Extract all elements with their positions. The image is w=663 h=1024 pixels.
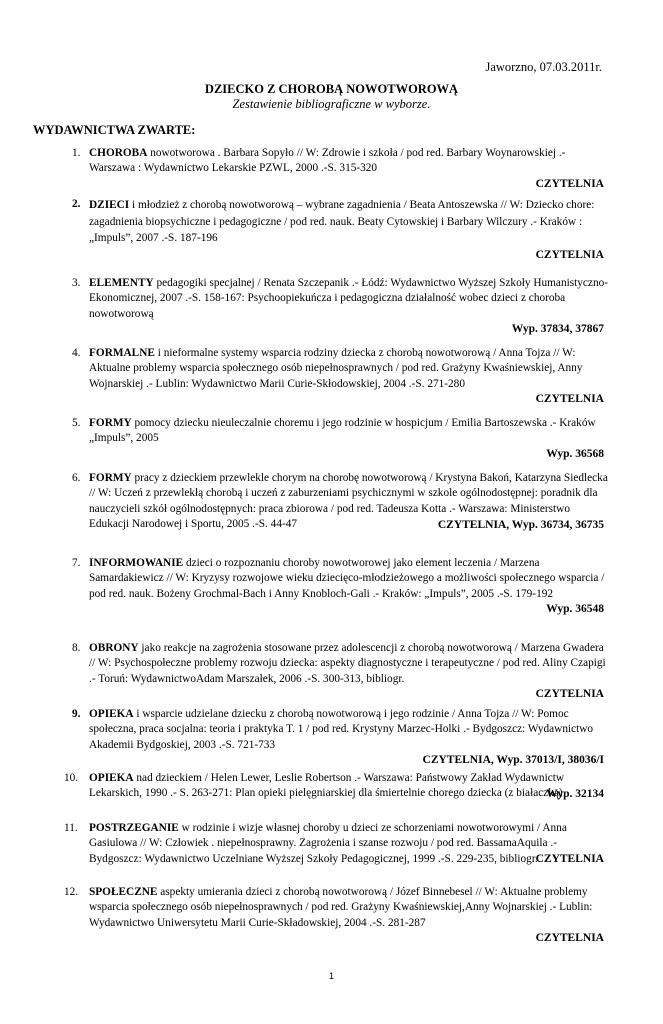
entry-text (89, 556, 609, 602)
page-number: 1 (328, 971, 334, 981)
bibliography-entry (0, 346, 663, 416)
entry-number: 5. (72, 417, 81, 429)
entry-body: i młodzież z chorobą nowotworową – wybrane zagadnienia / Beata Antoszewska // W: Dziecko chore: zagadnienia biopsychiczne i pedagogiczne / pod red. nauk. Beaty Cytowskiej i Barbary Wilczury .- Kraków : „Impuls”, 2007 .-S. 187-196 (89, 199, 595, 244)
bibliography-entry (0, 556, 663, 641)
bibliography-entry (0, 707, 663, 771)
entry-body: i nieformalne systemy wsparcia rodziny dziecka z chorobą nowotworową / Anna Tojza // W: Aktualne problemy wsparcia społecznego osób niepełnosprawnych / pod red. Grażyny Kwaśniewskiej, Anny Wojnarskiej .- Lublin: Wydawnictwo Marii Curie-Skłodowskiej, 2004 .-S. 271-280 (89, 347, 583, 390)
entry-number: 7. (72, 557, 81, 569)
entry-location: Wyp. 37834, 37867 (511, 323, 604, 336)
entry-number: 12. (64, 886, 79, 898)
entry-lead-word: FORMY (89, 472, 132, 484)
entry-lead-word: CHOROBA (89, 147, 148, 159)
entry-body: pracy z dzieckiem przewlekle chorym na chorobę nowotworową / Krystyna Bakoń, Katarzyna Siedlecka // W: Uczeń z przewlekłą chorobą i uczeń z zaburzeniami psychicznymi w szkole ogólnodostępnej: poradnik dla nauczycieli szkół ogólnodostępnych: praca zbiorowa / pod red. Tadeusza Kotta .- Warszawa: Ministerstwo Edukacji Narodowej i Sportu, 2005 .-S. 44-47 (89, 472, 608, 531)
entry-location: CZYTELNIA (535, 853, 604, 866)
entry-number: 6. (72, 472, 81, 484)
entry-number: 2. (72, 198, 81, 210)
entry-location: Wyp. 36568 (546, 447, 604, 460)
document-title: DZIECKO Z CHOROBĄ NOWOTWOROWĄ (204, 82, 459, 96)
document-subtitle: Zestawienie bibliograficzne w wyborze. (232, 97, 431, 111)
document-date: Jaworzno, 07.03.2011r. (485, 60, 602, 74)
entry-lead-word: OPIEKA (89, 708, 134, 720)
entry-text (89, 146, 609, 177)
entry-lead-word: ELEMENTY (89, 277, 154, 289)
entry-number: 4. (72, 347, 81, 359)
entry-lead-word: FORMY (89, 417, 132, 429)
bibliography-entry (0, 641, 663, 707)
entry-body: pedagogiki specjalnej / Renata Szczepanik .- Łódź: Wydawnictwo Wyższej Szkoły Humanistyczno-Ekonomicznej, 2007 .-S. 158-167: Psychoopiekuńcza i pedagogiczna działalność wobec dzieci z choroba nowotworową (89, 277, 609, 320)
entry-lead-word: FORMALNE (89, 347, 155, 359)
entry-body: w rodzinie i wizje własnej choroby u dzieci ze schorzeniami nowotworowymi / Anna Gasiulowa // W: Człowiek . niepełnosprawny. Zagrożenia i szanse rozwoju / pod red. BassamaAquila .- Bydgoszcz: Wydawnictwo Uczelniane Wyższej Szkoły Pedagogicznej, 1999 .-S. 229-235, bibliogr. (89, 822, 567, 865)
entry-lead-word: OPIEKA (89, 772, 134, 784)
bibliography-entry (0, 146, 663, 194)
entry-location: CZYTELNIA (535, 688, 604, 701)
entry-number: 1. (72, 147, 81, 159)
entry-number: 10. (64, 772, 79, 784)
entry-location: Wyp. 36548 (546, 603, 604, 616)
bibliography-entry (0, 471, 663, 556)
entry-location: CZYTELNIA, Wyp. 36734, 36735 (437, 518, 604, 531)
entry-body: i wsparcie udzielane dziecku z chorobą nowotworową i jego rodzinie / Anna Tojza // W: Pomoc społeczna, praca socjalna: teoria i praktyka T. 1 / pod red. Krystyny Marzec-Holki .- Bydgoszcz: Wydawnictwo Akademii Bydgoskiej, 2003 .-S. 721-733 (89, 708, 594, 751)
entry-body: jako reakcje na zagrożenia stosowane przez adolescencji z chorobą nowotworową / Marzena Gwadera // W: Psychospołeczne problemy rozwoju dziecka: aspekty diagnostyczne i terapeutyczne / pod red. Aliny Czapigi .- Toruń: WydawnictwoAdam Marszałek, 2006 .-S. 300-313, bibliogr. (89, 642, 606, 685)
bibliography-entry (0, 276, 663, 346)
entry-text (89, 346, 609, 392)
entry-lead-word: DZIECI (89, 199, 130, 211)
entry-body: aspekty umierania dzieci z chorobą nowotworową / Józef Binnebesel // W: Aktualne problemy wsparcia społecznego osób niepełnosprawnych / pod red. Grażyny Kwaśniewskiej,Anny Wojnarskiej .- Lublin: Wydawnictwo Uniwersytetu Marii Curie-Składowskiej, 2004 .-S. 281-287 (89, 886, 593, 929)
entry-text (89, 641, 609, 687)
entry-text (89, 197, 609, 247)
entry-body: dzieci o rozpoznaniu choroby nowotworowej jako element leczenia / Marzena Samardakiewicz // W: Kryzysy rozwojowe wieku dziecięco-młodzieżowego a możliwości społecznego wsparcia / pod red. nauk. Bożeny Grochmal-Bach i Anny Knobloch-Gali .- Kraków: „Impuls”, 2005 .-S. 179-192 (89, 557, 605, 600)
entry-location: Wyp. 32134 (546, 787, 604, 800)
entry-body: nad dzieckiem / Helen Lewer, Leslie Robertson .- Warszawa: Państwowy Zakład Wydawnictw Lekarskich, 1990 .- S. 263-271: Plan opieki pielęgniarskiej dla śmiertelnie chorego dziecka (z białaczką) (89, 772, 565, 800)
entry-location: CZYTELNIA (535, 177, 604, 190)
entry-text (89, 885, 609, 931)
entry-number: 8. (72, 642, 81, 654)
entry-lead-word: POSTRZEGANIE (89, 822, 179, 834)
bibliography-entry (0, 821, 663, 885)
entry-text (89, 276, 609, 322)
entry-location: CZYTELNIA (535, 393, 604, 406)
entry-number: 11. (64, 822, 78, 834)
entry-number: 9. (72, 708, 81, 720)
entry-lead-word: SPOŁECZNE (89, 886, 158, 898)
bibliography-list (0, 146, 663, 949)
section-heading: WYDAWNICTWA ZWARTE: (33, 123, 196, 137)
bibliography-entry (0, 771, 663, 821)
bibliography-entry (0, 194, 663, 276)
entry-body: pomocy dziecku nieuleczalnie choremu i jego rodzinie w hospicjum / Emilia Bartoszewska .- Kraków „Impuls”, 2005 (89, 417, 596, 445)
entry-location: CZYTELNIA (535, 932, 604, 945)
entry-body: nowotworowa . Barbara Sopyło // W: Zdrowie i szkoła / pod red. Barbary Woynarowskiej .- Warszawa : Wydawnictwo Lekarskie PZWL, 2000 .-S. 315-320 (89, 147, 566, 175)
bibliography-entry (0, 416, 663, 471)
entry-location: CZYTELNIA (535, 248, 604, 261)
entry-text (89, 821, 609, 867)
entry-lead-word: INFORMOWANIE (89, 557, 184, 569)
entry-lead-word: OBRONY (89, 642, 139, 654)
entry-text (89, 416, 609, 447)
entry-location: CZYTELNIA, Wyp. 37013/I, 38036/I (422, 754, 604, 767)
entry-text (89, 707, 609, 753)
bibliography-entry (0, 885, 663, 949)
entry-text (89, 771, 609, 802)
entry-number: 3. (72, 277, 81, 289)
